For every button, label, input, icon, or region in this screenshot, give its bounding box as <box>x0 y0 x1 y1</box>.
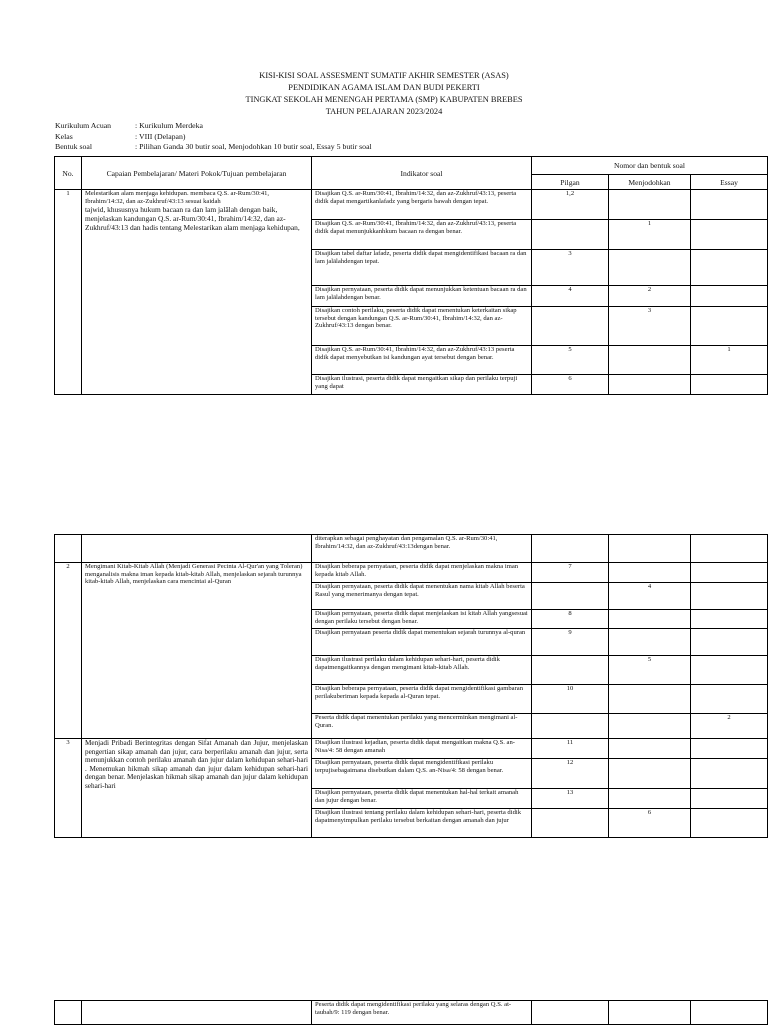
essay-cell <box>691 535 768 563</box>
essay-cell <box>691 307 768 346</box>
essay-cell <box>691 1001 768 1025</box>
pilgan-cell <box>532 809 609 838</box>
pilgan-cell: 5 <box>532 346 609 375</box>
pilgan-cell: 7 <box>532 563 609 583</box>
indikator-cell: Disajikan pernyataan peserta didik dapat menentukan sejarah turunnya al-quran <box>312 629 532 656</box>
meta-info <box>55 121 372 153</box>
menjodohkan-cell <box>609 250 691 286</box>
essay-cell <box>691 629 768 656</box>
pilgan-cell: 12 <box>532 759 609 789</box>
pilgan-cell <box>532 307 609 346</box>
col-header-essay: Essay <box>691 175 768 190</box>
col-header-capaian: Capaian Pembelajaran/ Materi Pokok/Tujuan pembelajaran <box>82 157 312 190</box>
essay-cell <box>691 286 768 307</box>
menjodohkan-cell <box>609 759 691 789</box>
capaian-cell <box>82 1001 312 1025</box>
meta-key: Bentuk soal <box>55 142 93 151</box>
essay-cell <box>691 809 768 838</box>
indikator-cell: Disajikan ilustrasi tentang perilaku dalam kehidupan sehari-hari, peserta didik dapatmenyimpulkan perilaku tersebut berkaitan dengan amanah dan jujur <box>312 809 532 838</box>
pilgan-cell <box>532 583 609 610</box>
indikator-cell: Disajikan pernyataan, peserta didik dapat menjelaskan isi kitab Allah yangsesuai dengan perilaku tersebut dengan benar. <box>312 610 532 629</box>
pilgan-cell: 6 <box>532 375 609 395</box>
col-header-pilgan: Pilgan <box>532 175 609 190</box>
menjodohkan-cell <box>609 1001 691 1025</box>
essay-cell <box>691 190 768 220</box>
indikator-cell: Disajikan Q.S. ar-Rum/30:41, Ibrahim/14:32, dan az-Zukhruf/43:13, peserta didik dapat menunjukkanhkum bacaan ra dengan benar. <box>312 220 532 250</box>
menjodohkan-cell <box>609 535 691 563</box>
indikator-cell: Disajikan ilustrasi kejadian, peserta didik dapat mengaitkan makna Q.S. an-Nisa/4: 58 dengan amanah <box>312 739 532 759</box>
indikator-cell: diterapkan sebagai penghayatan dan pengamalan Q.S. ar-Rum/30:41, Ibrahim/14:32, dan az-Zukhruf/43:13dengan benar. <box>312 535 532 563</box>
essay-cell <box>691 563 768 583</box>
menjodohkan-cell <box>609 685 691 714</box>
meta-value: : Kurikulum Merdeka <box>135 121 203 130</box>
row-number: 3 <box>55 739 82 838</box>
indikator-cell: Peserta didik dapat menentukan perilaku yang mencerminkan mengimani al-Quran. <box>312 714 532 739</box>
menjodohkan-cell <box>609 714 691 739</box>
title-line-4: TAHUN PELAJARAN 2023/2024 <box>325 107 443 116</box>
indikator-cell: Disajikan contoh perilaku, peserta didik dapat menentukan keterkaitan sikap tersebut dengan kandungan Q.S. ar-Rum/30:41, Ibrahim/14:32, dan az-Zukhruf/43:13 dengan benar. <box>312 307 532 346</box>
essay-cell <box>691 789 768 809</box>
row-number <box>55 535 82 563</box>
row-number: 1 <box>55 190 82 395</box>
pilgan-cell: 10 <box>532 685 609 714</box>
menjodohkan-cell <box>609 563 691 583</box>
meta-row <box>55 121 372 132</box>
indikator-cell: Disajikan pernyataan, peserta didik dapat menentukan nama kitab Allah beserta Rasul yang menerimanya dengan tepat. <box>312 583 532 610</box>
capaian-cell <box>82 535 312 563</box>
pilgan-cell <box>532 656 609 685</box>
menjodohkan-cell <box>609 346 691 375</box>
menjodohkan-cell <box>609 610 691 629</box>
meta-row <box>55 132 372 143</box>
col-header-menjodohkan: Menjodohkan <box>609 175 691 190</box>
capaian-text-b: tajwid, khususnya hukum bacaan ra dan lam jalālah dengan baik, menjelaskan kandungan Q.S. ar-Rum/30:41, Ibrahim/14:32, dan az-Zukhruf/43:13 dan hadis tentang Melestarikan alam menjaga kehidupan, <box>85 205 300 233</box>
capaian-cell <box>82 190 312 395</box>
title-block <box>0 70 768 118</box>
col-header-indikator: Indikator soal <box>312 157 532 190</box>
pilgan-cell <box>532 1001 609 1025</box>
menjodohkan-cell <box>609 375 691 395</box>
capaian-text-a: Melestarikan alam menjaga kehidupan. membaca Q.S. ar-Rum/30:41, Ibrahim/14:32, dan az-Zukhruf/43:13 sesuai kaidah <box>85 190 270 205</box>
indikator-cell: Peserta didik dapat mengidentifikasi perilaku yang selaras dengan Q.S. at-taubah/9: 119 dengan benar. <box>312 1001 532 1025</box>
menjodohkan-cell: 3 <box>609 307 691 346</box>
meta-key: Kelas <box>55 131 73 141</box>
meta-key: Kurikulum Acuan <box>55 121 112 130</box>
essay-cell: 1 <box>691 346 768 375</box>
meta-value: : VIII (Delapan) <box>135 131 186 141</box>
pilgan-cell: 1,2 <box>532 190 609 220</box>
essay-cell <box>691 656 768 685</box>
essay-cell: 2 <box>691 714 768 739</box>
menjodohkan-cell <box>609 789 691 809</box>
essay-cell <box>691 220 768 250</box>
essay-cell <box>691 610 768 629</box>
indikator-cell: Disajikan pernyataan, peserta didik dapat menentukan hal-hal terkait amanah dan jujur dengan benar. <box>312 789 532 809</box>
essay-cell <box>691 250 768 286</box>
indikator-cell: Disajikan tabel daftar lafadz, peserta didik dapat mengidentifikasi bacaan ra dan lam jalālahdengan tepat. <box>312 250 532 286</box>
menjodohkan-cell: 2 <box>609 286 691 307</box>
menjodohkan-cell: 5 <box>609 656 691 685</box>
meta-row <box>55 142 372 153</box>
pilgan-cell: 13 <box>532 789 609 809</box>
indikator-cell: Disajikan Q.S. ar-Rum/30:41, Ibrahim/14:32, dan az-Zukhruf/43:13, peserta didik dapat mengartikanlafadz yang bergaris bawah dengan tepat. <box>312 190 532 220</box>
essay-cell <box>691 759 768 789</box>
essay-cell <box>691 583 768 610</box>
indikator-cell: Disajikan pernyataan, peserta didik dapat menunjukkan ketentuan bacaan ra dan lam jalālahdengan benar. <box>312 286 532 307</box>
pilgan-cell <box>532 220 609 250</box>
indikator-cell: Disajikan ilustrasi perilaku dalam kehidupan sehari-hari, peserta didik dapatmengaitkannya dengan mengimani kitab-kitab Allah. <box>312 656 532 685</box>
col-header-nomor: Nomor dan bentuk soal <box>532 157 768 175</box>
col-header-no: No. <box>55 157 82 190</box>
indikator-cell: Disajikan Q.S. ar-Rum/30:41, Ibrahim/14:32, dan az-Zukhruf/43:13 peserta didik dapat menyebutkan isi kandungan ayat tersebut dengan benar. <box>312 346 532 375</box>
pilgan-cell: 11 <box>532 739 609 759</box>
menjodohkan-cell: 1 <box>609 220 691 250</box>
kisi-kisi-table-3 <box>54 1000 768 1025</box>
menjodohkan-cell <box>609 190 691 220</box>
essay-cell <box>691 375 768 395</box>
pilgan-cell: 3 <box>532 250 609 286</box>
indikator-cell: Disajikan pernyataan, peserta didik dapat mengidentifikasi perilaku terpujisebagaimana disebutkan dalam Q.S. an-Nisa/4: 58 dengan benar. <box>312 759 532 789</box>
pilgan-cell: 4 <box>532 286 609 307</box>
kisi-kisi-table-2 <box>54 534 768 838</box>
indikator-cell: Disajikan beberapa pernyataan, peserta didik dapat mengidentifikasi gambaran perilakuberiman kepada kepada al-Quran tepat. <box>312 685 532 714</box>
menjodohkan-cell: 6 <box>609 809 691 838</box>
menjodohkan-cell: 4 <box>609 583 691 610</box>
row-number <box>55 1001 82 1025</box>
menjodohkan-cell <box>609 629 691 656</box>
indikator-cell: Disajikan ilustrasi, peserta didik dapat mengaitkan sikap dan perilaku terpuji yang dapat <box>312 375 532 395</box>
essay-cell <box>691 685 768 714</box>
title-line-3: TINGKAT SEKOLAH MENENGAH PERTAMA (SMP) KABUPATEN BREBES <box>245 95 523 104</box>
meta-value: : Pilihan Ganda 30 butir soal, Menjodohkan 10 butir soal, Essay 5 butir soal <box>135 142 372 151</box>
row-number: 2 <box>55 563 82 739</box>
pilgan-cell <box>532 714 609 739</box>
menjodohkan-cell <box>609 739 691 759</box>
indikator-cell: Disajikan beberapa pernyataan, peserta didik dapat menjelaskan makna iman kepada kitab Allah. <box>312 563 532 583</box>
kisi-kisi-table-1 <box>54 156 768 395</box>
pilgan-cell: 9 <box>532 629 609 656</box>
title-line-1: KISI-KISI SOAL ASSESMENT SUMATIF AKHIR SEMESTER (ASAS) <box>259 71 509 80</box>
capaian-cell: Menjadi Pribadi Berintegritas dengan Sifat Amanah dan Jujur, menjelaskan pengertian sikap amanah dan jujur, cara berperilaku amanah dan jujur, serta menunjukkan contoh perilaku amanah dan jujur dalam kehidupan sehari-hari . Menemukan hikmah sikap amanah dan jujur dalam kehidupan sehari-hari dengan benar. Menjelaskan hikmah sikap amanah dan jujur dalam kehidupan sehari-hari <box>82 739 312 838</box>
title-line-2: PENDIDIKAN AGAMA ISLAM DAN BUDI PEKERTI <box>288 83 480 92</box>
pilgan-cell <box>532 535 609 563</box>
essay-cell <box>691 739 768 759</box>
capaian-cell: Mengimani Kitab-Kitab Allah (Menjadi Generasi Pecinta Al-Qur'an yang Toleran) menganalisis makna iman kepada kitab-kitab Allah, menjelaskan sejarah turunnya kitab-kitab Allah, menjelaskan cara mencintai al-Quran <box>82 563 312 739</box>
pilgan-cell: 8 <box>532 610 609 629</box>
